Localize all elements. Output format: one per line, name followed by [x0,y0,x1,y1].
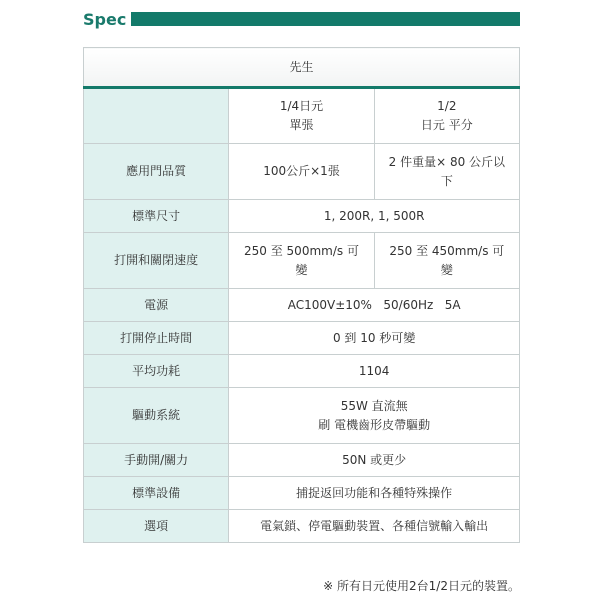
quality-half-line1: 2 件重量× 80 公斤以 [388,154,506,169]
spec-table [83,47,520,543]
table-row [84,322,520,355]
row-label-power: 電源 [84,289,229,322]
quality-half-value [374,144,519,200]
table-row [84,144,520,200]
table-row [84,233,520,289]
power-value: AC100V±10% 50/60Hz 5A [229,289,520,322]
section-title: Spec [83,10,127,29]
table-subheader-row [84,88,520,144]
spec-section-header [83,9,520,31]
subheader-half-line1: 1/2 [437,99,457,113]
quality-half-line2: 下 [440,173,453,188]
equipment-value: 捕捉返回功能和各種特殊操作 [229,477,520,510]
speed-quarter-line1: 250 至 500mm/s 可 [244,243,359,258]
subheader-quarter-line1: 1/4日元 [279,99,324,113]
table-row [84,200,520,233]
row-label-manual-force: 手動開/關力 [84,444,229,477]
section-title-bar [131,12,520,26]
speed-half-line2: 變 [440,262,453,277]
manual-force-value: 50N 或更少 [229,444,520,477]
table-row [84,477,520,510]
size-value: 1, 200R, 1, 500R [229,200,520,233]
empty-label-cell [84,88,229,144]
stop-time-value: 0 到 10 秒可變 [229,322,520,355]
row-label-speed: 打開和關閉速度 [84,233,229,289]
drive-line2: 刷 電機齒形皮帶驅動 [318,417,431,432]
speed-quarter-value [229,233,374,289]
row-label-options: 選項 [84,510,229,543]
speed-half-value [374,233,519,289]
table-row [84,388,520,444]
row-label-stop-time: 打開停止時間 [84,322,229,355]
subheader-half-line2: 日元 平分 [420,118,473,132]
speed-half-line1: 250 至 450mm/s 可 [389,243,505,258]
speed-quarter-line2: 變 [295,262,308,277]
subheader-quarter [229,88,374,144]
table-header-row [84,48,520,88]
quality-quarter-value: 100公斤×1張 [229,144,374,200]
drive-value [229,388,520,444]
row-label-consumption: 平均功耗 [84,355,229,388]
table-row [84,444,520,477]
row-label-quality: 應用門品質 [84,144,229,200]
row-label-size: 標準尺寸 [84,200,229,233]
options-value: 電氣鎖、停電驅動裝置、各種信號輸入輸出 [229,510,520,543]
footnote: ※ 所有日元使用2台1/2日元的裝置。 [323,579,520,593]
table-row [84,289,520,322]
table-row [84,510,520,543]
drive-line1: 55W 直流無 [340,398,408,413]
table-row [84,355,520,388]
subheader-half [374,88,519,144]
subheader-quarter-line2: 單張 [289,118,314,132]
row-label-drive: 驅動系統 [84,388,229,444]
consumption-value: 1104 [229,355,520,388]
table-header: 先生 [84,48,520,88]
row-label-equipment: 標準設備 [84,477,229,510]
